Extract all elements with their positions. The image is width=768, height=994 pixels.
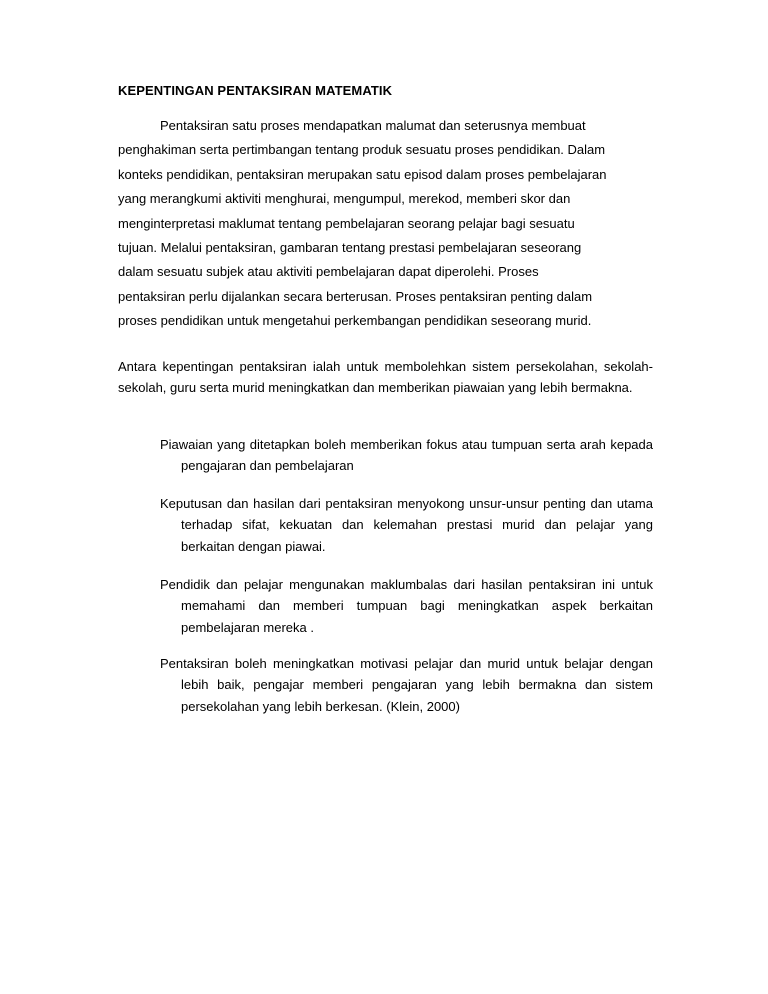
intro-line: penghakiman serta pertimbangan tentang produk sesuatu proses pendidikan. Dalam [118, 142, 606, 158]
intro-line: pentaksiran perlu dijalankan secara berterusan. Proses pentaksiran penting dalam [118, 288, 593, 304]
intro-paragraph [118, 114, 653, 334]
point-item: Pendidik dan pelajar mengunakan maklumbalas dari hasilan pentaksiran ini untuk memahami dan memberi tumpuan bagi meningkatkan aspek berkaitan pembelajaran mereka . [160, 577, 653, 635]
intro-line: tujuan. Melalui pentaksiran, gambaran tentang prestasi pembelajaran seseorang [118, 240, 582, 256]
point-item: Keputusan dan hasilan dari pentaksiran menyokong unsur-unsur penting dan utama terhadap sifat, kekuatan dan kelemahan prestasi murid dan pelajar yang berkaitan dengan piawai. [160, 496, 653, 554]
intro-line: yang merangkumi aktiviti menghurai, mengumpul, merekod, memberi skor dan [118, 191, 571, 207]
point-item: Pentaksiran boleh meningkatkan motivasi pelajar dan murid untuk belajar dengan lebih baik, pengajar memberi pengajaran yang lebih bermakna dan sistem persekolahan yang lebih berkesan. (Klein, 2000) [160, 656, 653, 714]
intro-line: dalam sesuatu subjek atau aktiviti pembelajaran dapat diperolehi. Proses [118, 264, 539, 280]
importance-paragraph: Antara kepentingan pentaksiran ialah untuk membolehkan sistem persekolahan, sekolah-sekolah, guru serta murid meningkatkan dan memberikan piawaian yang lebih bermakna. [118, 359, 653, 396]
intro-line: Pentaksiran satu proses mendapatkan malumat dan seterusnya membuat [160, 118, 586, 133]
document-title: KEPENTINGAN PENTAKSIRAN MATEMATIK [118, 83, 393, 98]
intro-line: konteks pendidikan, pentaksiran merupakan satu episod dalam proses pembelajaran [118, 166, 607, 182]
point-item: Piawaian yang ditetapkan boleh memberikan fokus atau tumpuan serta arah kepada pengajaran dan pembelajaran [160, 437, 653, 474]
intro-line: menginterpretasi maklumat tentang pembelajaran seorang pelajar bagi sesuatu [118, 215, 575, 231]
intro-line: proses pendidikan untuk mengetahui perkembangan pendidikan seseorang murid. [118, 313, 592, 329]
